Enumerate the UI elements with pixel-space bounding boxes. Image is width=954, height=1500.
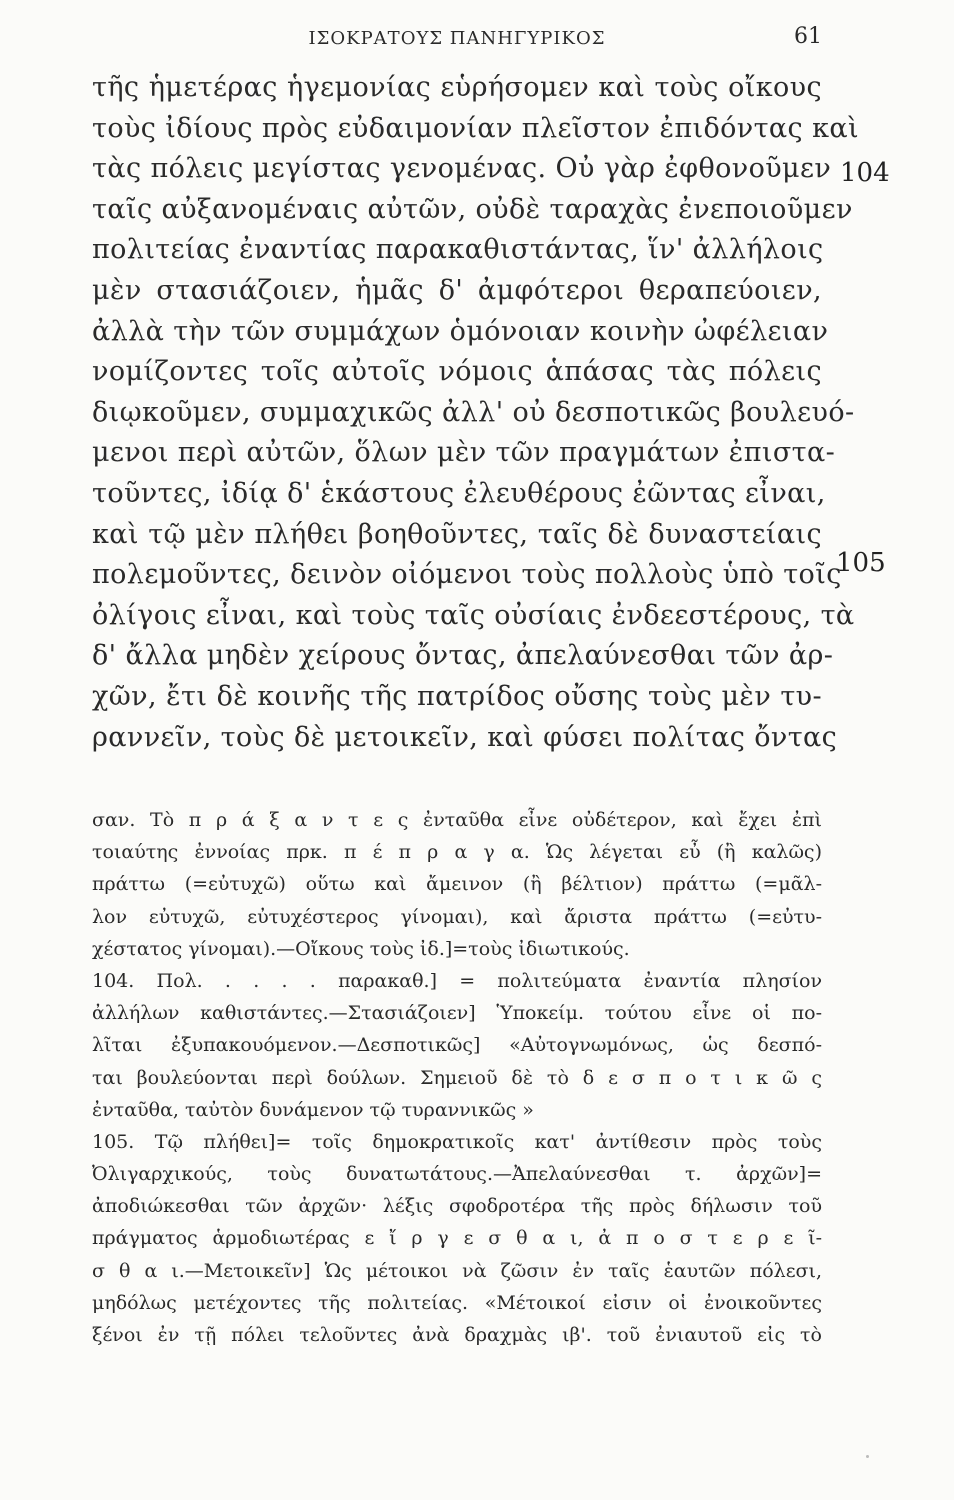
text-line: πολεμοῦντες, δεινὸν οἰόμενοι τοὺς πολλοὺς ὑπὸ τοῖς <box>92 559 842 591</box>
text-line: πολιτείας ἐναντίας παρακαθιστάντας, ἵν' ἀλλήλοις <box>92 234 824 266</box>
text-line: τοὺς ἰδίους πρὸς εὐδαιμονίαν πλεῖστον ἐπιδόντας καὶ <box>92 112 859 144</box>
note-line: ἀποδιώκεσθαι τῶν ἀρχῶν· λέξις σφοδροτέρα τῆς πρὸς δήλωσιν τοῦ <box>92 1195 822 1218</box>
text-line: τὰς πόλεις μεγίστας γενομένας. Οὐ γὰρ ἐφθονοῦμεν <box>92 153 832 185</box>
text-line: ἀλλὰ τὴν τῶν συμμάχων ὁμόνοιαν κοινὴν ὠφέλειαν <box>92 315 829 347</box>
note-line: λῖται ἐξυπακουόμενον.—Δεσποτικῶς] «Αὐτογνωμόνως, ὡς δεσπό- <box>92 1034 822 1057</box>
section-number-105: 105 <box>836 548 886 578</box>
note-line: τοιαύτης ἐννοίας πρκ. π έ π ρ α γ α. Ὡς λέγεται εὖ (ἢ καλῶς) <box>92 841 822 864</box>
section-number-104: 104 <box>840 158 890 188</box>
note-line: 104. Πολ. . . . . παρακαθ.] = πολιτεύματα ἐναντία πλησίον <box>92 969 822 992</box>
note-line: σ θ α ι.—Μετοικεῖν] Ὡς μέτοικοι νὰ ζῶσιν ἐν ταῖς ἑαυτῶν πόλεσι, <box>92 1259 822 1282</box>
page-number: 61 <box>794 24 822 49</box>
note-line: πράττω (=εὐτυχῶ) οὕτω καὶ ἄμεινον (ἢ βέλτιον) πράττω (=μᾶλ- <box>92 873 822 896</box>
note-line: σαν. Τὸ π ρ ά ξ α ν τ ε ς ἐνταῦθα εἶνε οὐδέτερον, καὶ ἔχει ἐπὶ <box>92 809 822 831</box>
note-line: μηδόλως μετέχοντες τῆς πολιτείας. «Μέτοικοί εἰσιν οἱ ἐνοικοῦντες <box>92 1291 822 1314</box>
note-line: λον εὐτυχῶ, εὐτυχέστερος γίνομαι), καὶ ἄριστα πράττω (=εὐτυ- <box>92 905 822 928</box>
text-line: καὶ τῷ μὲν πλήθει βοηθοῦντες, ταῖς δὲ δυναστείαις <box>92 518 822 550</box>
running-header <box>92 22 822 52</box>
main-text <box>92 68 859 758</box>
note-line: πράγματος ἁρμοδιωτέρας ε ἴ ρ γ ε σ θ α ι, ἀ π ο σ τ ε ρ ε ῖ- <box>92 1227 822 1250</box>
note-line: ται βουλεύονται περὶ δούλων. Σημειοῦ δὲ τὸ δ ε σ π ο τ ι κ ῶ ς <box>92 1066 822 1089</box>
text-line: ραννεῖν, τοὺς δὲ μετοικεῖν, καὶ φύσει πολίτας ὄντας <box>92 721 838 753</box>
text-line: μὲν στασιάζοιεν, ἡμᾶς δ' ἀμφότεροι θεραπεύοιεν, <box>92 274 822 306</box>
text-line: τῆς ἡμετέρας ἡγεμονίας εὑρήσομεν καὶ τοὺς οἴκους <box>92 72 822 103</box>
commentary-notes <box>92 804 822 1351</box>
speck <box>866 1455 869 1458</box>
text-line: τοῦντες, ἰδίᾳ δ' ἑκάστους ἐλευθέρους ἐῶντας εἶναι, <box>92 477 826 509</box>
note-line: ἀλλήλων καθιστάντες.—Στασιάζοιεν] Ὑποκείμ. τούτου εἶνε οἱ πο- <box>92 1002 822 1025</box>
running-title: ΙΣΟΚΡΑΤΟΥΣ ΠΑΝΗΓΥΡΙΚΟΣ <box>308 28 606 49</box>
note-line: ξένοι ἐν τῇ πόλει τελοῦντες ἀνὰ δραχμὰς ιβ'. τοῦ ἐνιαυτοῦ εἰς τὸ <box>92 1324 822 1346</box>
note-line: 105. Τῷ πλήθει]= τοῖς δημοκρατικοῖς κατ' ἀντίθεσιν πρὸς τοὺς <box>92 1130 822 1153</box>
text-line: χῶν, ἔτι δὲ κοινῆς τῆς πατρίδος οὔσης τοὺς μὲν τυ- <box>92 680 822 712</box>
text-line: νομίζοντες τοῖς αὐτοῖς νόμοις ἁπάσας τὰς πόλεις <box>92 356 822 388</box>
note-line: χέστατος γίνομαι).—Οἴκους τοὺς ἰδ.]=τοὺς ἰδιωτικούς. <box>92 937 630 960</box>
text-line: μενοι περὶ αὐτῶν, ὅλων μὲν τῶν πραγμάτων ἐπιστα- <box>92 437 836 469</box>
text-line: διῳκοῦμεν, συμμαχικῶς ἀλλ' οὐ δεσποτικῶς βουλευό- <box>92 396 855 428</box>
text-line: δ' ἄλλα μηδὲν χείρους ὄντας, ἀπελαύνεσθαι τῶν ἀρ- <box>92 640 834 672</box>
note-line: Ὀλιγαρχικούς, τοὺς δυνατωτάτους.—Ἀπελαύνεσθαι τ. ἀρχῶν]= <box>92 1163 822 1186</box>
note-line: ἐνταῦθα, ταὐτὸν δυνάμενον τῷ τυραννικῶς » <box>92 1098 534 1121</box>
text-line: ταῖς αὐξανομέναις αὐτῶν, οὐδὲ ταραχὰς ἐνεποιοῦμεν <box>92 193 853 225</box>
text-line: ὀλίγοις εἶναι, καὶ τοὺς ταῖς οὐσίαις ἐνδεεστέρους, τὰ <box>92 599 855 631</box>
